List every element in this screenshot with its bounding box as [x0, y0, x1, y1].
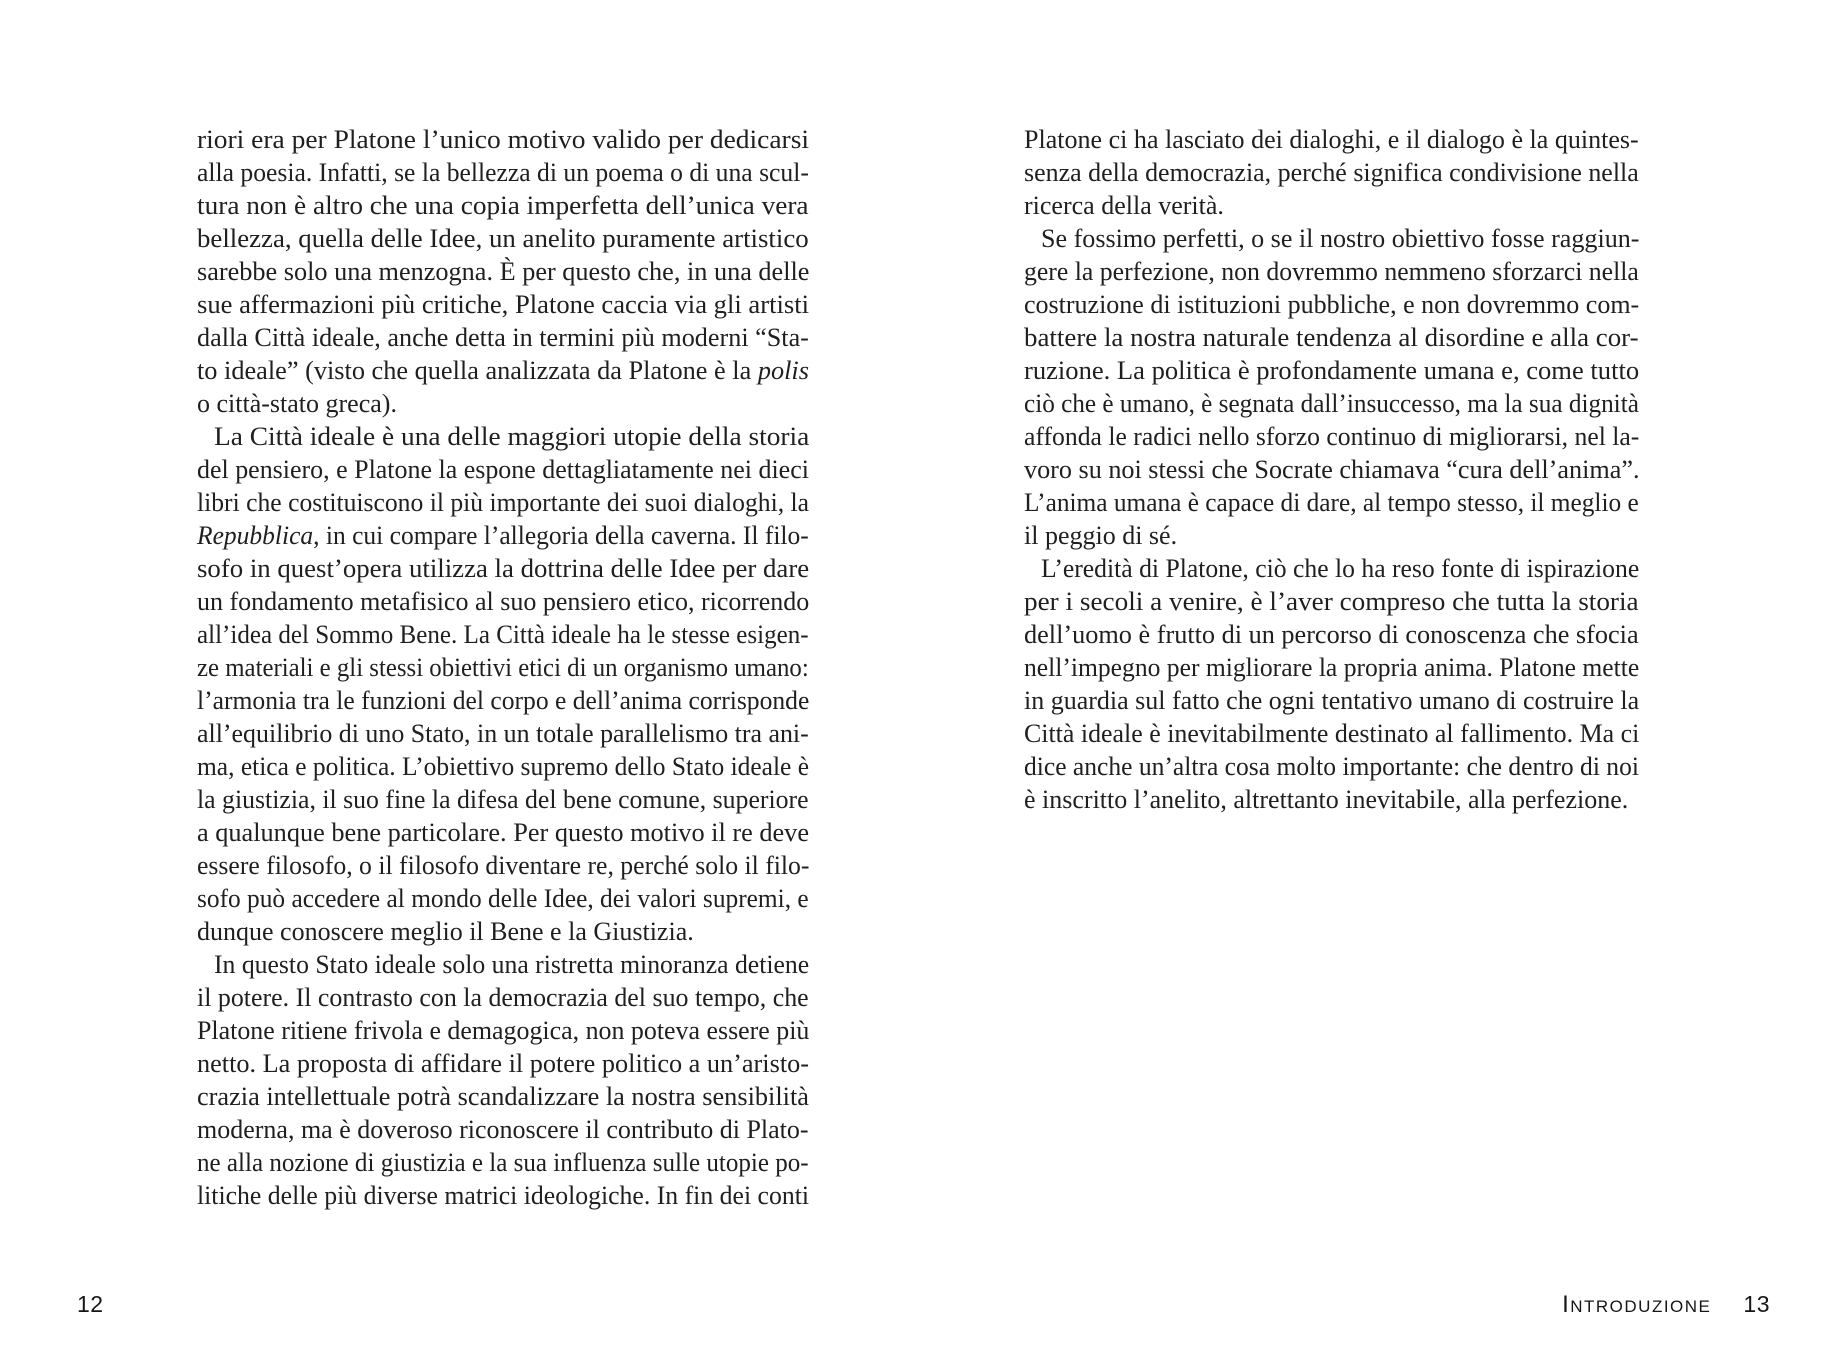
- text-line: un fondamento metafisico al suo pensiero etico, ricorrendo: [197, 587, 810, 616]
- text-line: ne alla nozione di giustizia e la sua influenza sulle utopie po-: [197, 1148, 809, 1177]
- text-line: L’anima umana è capace di dare, al tempo stesso, il meglio e: [1024, 488, 1639, 517]
- text-line: o città-stato greca).: [197, 389, 397, 418]
- running-title: Introduzione: [1562, 1291, 1712, 1318]
- text-line: voro su noi stessi che Socrate chiamava “cura dell’anima”.: [1024, 455, 1640, 484]
- text-line: libri che costituiscono il più importante dei suoi dialoghi, la: [197, 488, 810, 517]
- text-line: l’armonia tra le funzioni del corpo e dell’anima corrisponde: [197, 686, 810, 715]
- text-line: in guardia sul fatto che ogni tentativo umano di costruire la: [1024, 686, 1640, 715]
- text-line: nell’impegno per migliorare la propria anima. Platone mette: [1024, 653, 1640, 682]
- text-line: Platone ci ha lasciato dei dialoghi, e il dialogo è la quintes-: [1024, 125, 1639, 154]
- text-line: la giustizia, il suo fine la difesa del bene comune, superiore: [197, 785, 809, 814]
- text-line: moderna, ma è doveroso riconoscere il contributo di Plato-: [197, 1115, 809, 1144]
- text-line: costruzione di istituzioni pubbliche, e non dovremmo com-: [1024, 290, 1640, 319]
- footer-left: [77, 1291, 104, 1318]
- text-line: il peggio di sé.: [1024, 521, 1178, 550]
- text-line: dell’uomo è frutto di un percorso di conoscenza che sfocia: [1024, 620, 1639, 649]
- page-left-text: [197, 123, 809, 1212]
- text-line: all’idea del Sommo Bene. La Città ideale ha le stesse esigen-: [197, 620, 809, 649]
- text-line: crazia intellettuale potrà scandalizzare la nostra sensibilità: [197, 1082, 809, 1111]
- text-line: dunque conoscere meglio il Bene e la Giustizia.: [197, 917, 694, 946]
- text-line: ma, etica e politica. L’obiettivo supremo dello Stato ideale è: [197, 752, 810, 781]
- text-line: In questo Stato ideale solo una ristretta minoranza detiene: [214, 950, 810, 979]
- text-line: è inscritto l’anelito, altrettanto inevitabile, alla perfezione.: [1024, 785, 1629, 814]
- text-line: Repubblica, in cui compare l’allegoria della caverna. Il filo-: [197, 521, 809, 550]
- text-line: sarebbe solo una menzogna. È per questo che, in una delle: [197, 257, 810, 286]
- text-line: a qualunque bene particolare. Per questo motivo il re deve: [197, 818, 810, 847]
- text-line: senza della democrazia, perché significa condivisione nella: [1024, 158, 1639, 187]
- text-line: Città ideale è inevitabilmente destinato al fallimento. Ma ci: [1024, 719, 1640, 748]
- text-line: ruzione. La politica è profondamente umana e, come tutto: [1024, 356, 1640, 385]
- page-right-text: [1024, 123, 1639, 816]
- text-line: netto. La proposta di affidare il potere politico a un’aristo-: [197, 1049, 810, 1078]
- text-line: bellezza, quella delle Idee, un anelito puramente artistico: [197, 224, 809, 253]
- page-number-left: 12: [77, 1291, 104, 1317]
- text-line: to ideale” (visto che quella analizzata da Platone è la polis: [197, 356, 809, 385]
- text-line: essere filosofo, o il filosofo diventare re, perché solo il filo-: [197, 851, 810, 880]
- text-line: riori era per Platone l’unico motivo valido per dedicarsi: [197, 125, 810, 154]
- text-line: affonda le radici nello sforzo continuo di migliorarsi, nel la-: [1024, 422, 1640, 451]
- text-line: gere la perfezione, non dovremmo nemmeno sforzarci nella: [1024, 257, 1639, 286]
- footer-right: [1562, 1291, 1770, 1319]
- text-line: dice anche un’altra cosa molto importante: che dentro di noi: [1024, 752, 1639, 781]
- text-line: ciò che è umano, è segnata dall’insuccesso, ma la sua dignità: [1024, 389, 1639, 418]
- text-line: per i secoli a venire, è l’aver compreso che tutta la storia: [1024, 587, 1639, 616]
- text-line: Se fossimo perfetti, o se il nostro obiettivo fosse raggiun-: [1041, 224, 1640, 253]
- text-line: all’equilibrio di uno Stato, in un totale parallelismo tra ani-: [197, 719, 809, 748]
- page-number-right: 13: [1743, 1291, 1770, 1317]
- text-line: La Città ideale è una delle maggiori utopie della storia: [214, 422, 810, 451]
- text-line: sofo in quest’opera utilizza la dottrina delle Idee per dare: [197, 554, 810, 583]
- text-line: dalla Città ideale, anche detta in termini più moderni “Sta-: [197, 323, 809, 352]
- text-line: del pensiero, e Platone la espone dettagliatamente nei dieci: [197, 455, 809, 484]
- text-line: alla poesia. Infatti, se la bellezza di un poema o di una scul-: [197, 158, 809, 187]
- text-line: ricerca della verità.: [1024, 191, 1224, 220]
- text-line: sue affermazioni più critiche, Platone caccia via gli artisti: [197, 290, 809, 319]
- text-line: litiche delle più diverse matrici ideologiche. In fin dei conti: [197, 1181, 810, 1210]
- text-line: il potere. Il contrasto con la democrazia del suo tempo, che: [197, 983, 809, 1012]
- text-line: sofo può accedere al mondo delle Idee, dei valori supremi, e: [197, 884, 809, 913]
- text-line: tura non è altro che una copia imperfetta dell’unica vera: [197, 191, 809, 220]
- text-line: ze materiali e gli stessi obiettivi etici di un organismo umano:: [197, 653, 809, 682]
- text-line: Platone ritiene frivola e demagogica, non poteva essere più: [197, 1016, 810, 1045]
- text-line: battere la nostra naturale tendenza al disordine e alla cor-: [1024, 323, 1639, 352]
- text-line: L’eredità di Platone, ciò che lo ha reso fonte di ispirazione: [1041, 554, 1640, 583]
